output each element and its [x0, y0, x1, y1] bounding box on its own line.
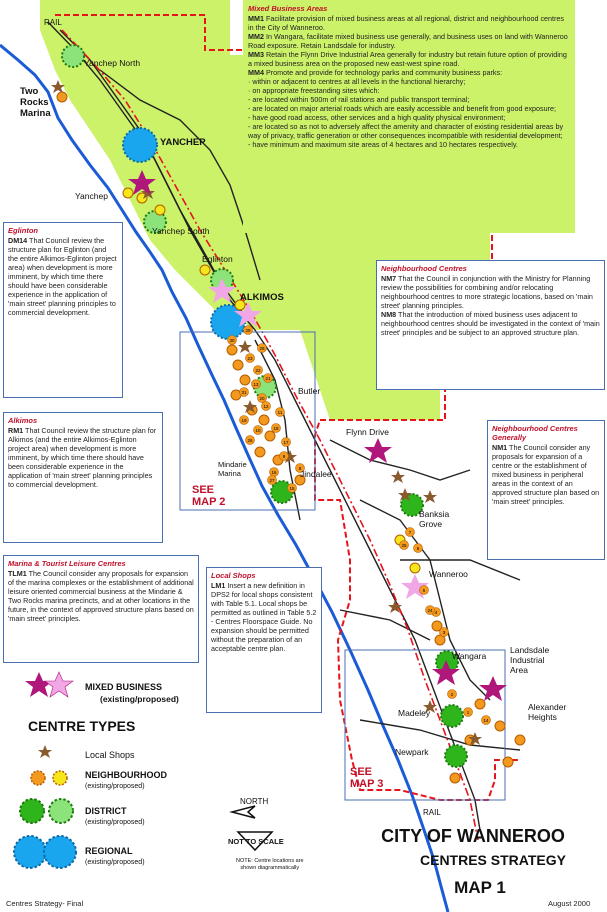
local-shop-number: [276, 408, 285, 417]
legend-mixed-label: MIXED BUSINESS: [85, 682, 163, 692]
label-flynn-drive: Flynn Drive: [346, 427, 389, 437]
svg-text:5: 5: [422, 588, 426, 593]
local-shop-number: [270, 468, 279, 477]
local-shops-box: [206, 567, 322, 713]
local-shop-number: [280, 452, 289, 461]
local-shop-number: [240, 416, 249, 425]
svg-text:1: 1: [466, 710, 470, 715]
neighbourhood-legend-icon: [28, 768, 72, 788]
alkimos-box: [3, 412, 163, 543]
map-subtitle: CENTRES STRATEGY: [420, 852, 566, 868]
svg-text:15: 15: [289, 486, 295, 491]
svg-text:27: 27: [269, 478, 275, 483]
local-shop-number: [258, 344, 267, 353]
eglinton-body: DM14 That Council review the structure plan for Eglinton (and the entire Alkimos-Eglinton project area) when development is more imminent, by which time there should have been considerable experience in the application of 'main street' planning principles to commercial development.: [8, 236, 117, 317]
label-wangara: Wangara: [452, 651, 487, 661]
local-shop-number: [246, 354, 255, 363]
svg-text:30: 30: [229, 338, 235, 343]
legend-regional-label: REGIONAL: [85, 846, 133, 856]
mm4-e: - have good road access, other services and a high quality physical environment;: [248, 113, 506, 122]
local-shop-number: [268, 476, 277, 485]
local-shop-number: [262, 402, 271, 411]
svg-text:29: 29: [245, 328, 251, 333]
label-rail-top: RAIL: [44, 18, 62, 27]
svg-text:9: 9: [282, 454, 286, 459]
svg-text:21: 21: [265, 376, 271, 381]
svg-text:14: 14: [483, 718, 489, 723]
svg-text:28: 28: [259, 346, 265, 351]
label-eglinton: Eglinton: [202, 254, 233, 264]
svg-text:8: 8: [298, 466, 302, 471]
svg-text:23: 23: [247, 356, 253, 361]
svg-text:7: 7: [408, 530, 412, 535]
local-shop-number: [244, 326, 253, 335]
svg-text:3: 3: [442, 630, 446, 635]
label-banksia: Banksia Grove: [419, 509, 450, 529]
label-yanchep: Yanchep: [75, 191, 108, 201]
mixed-business-box: [243, 0, 575, 233]
mm4: MM4 Promote and provide for technology parks and community business parks:: [248, 68, 503, 77]
svg-text:6: 6: [416, 546, 420, 551]
label-landsdale: Landsdale Industrial Area: [510, 645, 550, 675]
legend-local-label: Local Shops: [85, 750, 135, 760]
legend-regional-sub: (existing/proposed): [85, 859, 145, 866]
label-alkimos-big: ALKIMOS: [240, 292, 284, 303]
legend-district-label: DISTRICT: [85, 806, 127, 816]
svg-text:25: 25: [401, 543, 407, 548]
local-shop-number: [420, 586, 429, 595]
label-yanchep-north: Yanchep North: [84, 58, 141, 68]
local-shop-number: [282, 438, 291, 447]
eglinton-box: [3, 222, 123, 398]
local-shops-heading: Local Shops: [211, 571, 256, 580]
svg-text:2: 2: [450, 692, 454, 697]
legend-district-sub: (existing/proposed): [85, 819, 145, 826]
nm8: NM8 That the introduction of mixed business uses adjacent to neighbourhood centres should be investigated in the context of 'main street' principles and be subject to an approved structure plan.: [381, 310, 600, 337]
label-butler: Butler: [298, 386, 321, 396]
north-label: NORTH: [240, 797, 269, 806]
mm4-b: · on appropriate freestanding sites which:: [248, 86, 380, 95]
label-alexander: Alexander Heights: [528, 702, 567, 722]
nm7: NM7 That the Council in conjunction with the Ministry for Planning review the possibilities for combining and/or relocating neighbourhood centres to more strategic locations, based on 'main street' planning principles.: [381, 274, 593, 310]
local-shop-number: [440, 628, 449, 637]
label-madeley: Madeley: [398, 708, 431, 718]
local-shop-number: [228, 336, 237, 345]
map-number: MAP 1: [454, 878, 506, 897]
neighbourhood-general-box: [487, 420, 605, 560]
svg-text:22: 22: [255, 368, 261, 373]
legend-mixed-sub: (existing/proposed): [100, 694, 179, 704]
eglinton-heading: Eglinton: [8, 226, 38, 235]
svg-text:20: 20: [259, 396, 265, 401]
neighbourhood-heading: Neighbourhood Centres: [381, 264, 467, 273]
svg-text:13: 13: [253, 382, 259, 387]
local-shop-legend-icon: [36, 744, 54, 762]
local-shop-number: [254, 366, 263, 375]
label-newpark: Newpark: [395, 747, 429, 757]
nm1: NM1 The Council consider any proposals for expansion of a centre or the establishment of mixed business in peripheral areas in the context of an approved structure plan based on 'main street' principles.: [492, 443, 600, 506]
mm4-a: · within or adjacent to centres at all levels in the functional hierarchy;: [248, 77, 466, 86]
local-shop-number: [414, 544, 423, 553]
svg-text:26: 26: [247, 438, 253, 443]
local-shop-number: [258, 394, 267, 403]
mm3: MM3 Retain the Flynn Drive Industrial Area generally for industry but retain future option of providing a mixed business area on the proposed new east-west spine road.: [248, 50, 567, 68]
footer-right: August 2000: [548, 899, 591, 908]
diagram-note: NOTE: Centre locations are shown diagrammatically: [236, 858, 304, 871]
local-shop-number: [464, 708, 473, 717]
alkimos-heading: Alkimos: [8, 416, 38, 425]
label-two-rocks: Two Rocks Marina: [20, 86, 51, 119]
local-shop-number: [406, 528, 415, 537]
local-shop-number: [264, 374, 273, 383]
not-to-scale-label: NOT TO SCALE: [228, 837, 284, 846]
neighbourhood-box: [376, 260, 605, 390]
svg-text:18: 18: [273, 426, 279, 431]
local-shop-number: [240, 388, 249, 397]
label-mindarie: Mindarie Marina: [218, 460, 247, 478]
marina-box: [3, 555, 199, 663]
svg-text:17: 17: [283, 440, 289, 445]
mixed-business-legend-icon: [25, 670, 75, 702]
label-yanchep-big: YANCHEP: [160, 137, 206, 148]
mixed-business-heading: Mixed Business Areas: [248, 4, 328, 13]
mm2: MM2 In Wangara, facilitate mixed business use generally, and business uses on land with Wanneroo Road exposure. Retain Landsdale for industry.: [248, 32, 568, 50]
regional-legend-icon: [12, 832, 78, 872]
tlm1: TLM1 The Council consider any proposals for expansion of the marina complexes or the establishment of additional leisure oriented commercial business at the Mindarie & Two Rocks marina precincts, and at other locations in the future, in the context of approved structure plans based on 'main street' principles.: [8, 569, 194, 623]
legend-title: CENTRE TYPES: [28, 718, 136, 734]
see-map3-label: SEE MAP 3: [350, 766, 384, 790]
svg-text:12: 12: [263, 404, 269, 409]
see-map2-label: SEE MAP 2: [192, 484, 226, 508]
lm1: LM1 Insert a new definition in DPS2 for local shops consistent with Table 5.1. Local shops be permitted as outlined in Table 5.2 - Centres Floorspace Guide. No expansion should be permitted without the preparation of an acceptable centre plan.: [211, 581, 317, 653]
local-shop-number: [272, 424, 281, 433]
local-shop-number: [400, 541, 409, 550]
legend-neighbourhood-sub: (existing/proposed): [85, 783, 145, 790]
local-shop-number: [254, 426, 263, 435]
district-legend-icon: [18, 796, 76, 826]
mm1: MM1 Facilitate provision of mixed business areas at all regional, district and neighbourhood centres in the City of Wanneroo.: [248, 14, 565, 32]
footer-left: Centres Strategy- Final: [6, 899, 84, 908]
label-yanchep-south: Yanchep South: [152, 226, 210, 236]
marina-heading: Marina & Tourist Leisure Centres: [8, 559, 126, 568]
svg-text:19: 19: [241, 418, 247, 423]
alkimos-body: RM1 That Council review the structure plan for Alkimos (and the entire Alkimos-Eglinton project area) when development is more imminent, by which time there should have been considerable experience in the application of 'main street' planning principles to commercial development.: [8, 426, 157, 489]
label-wanneroo: Wanneroo: [429, 569, 468, 579]
map-title: CITY OF WANNEROO: [381, 826, 565, 846]
legend-neighbourhood-label: NEIGHBOURHOOD: [85, 770, 168, 780]
svg-text:16: 16: [271, 470, 277, 475]
local-shop-number: [252, 380, 261, 389]
label-jindalee: Jindalee: [300, 469, 332, 479]
label-rail-bottom: RAIL: [423, 808, 441, 817]
svg-text:4: 4: [434, 610, 438, 615]
svg-text:31: 31: [241, 390, 247, 395]
local-shop-number: [246, 436, 255, 445]
neighbourhood-general-heading: Neighbourhood Centres Generally: [492, 424, 578, 442]
svg-text:10: 10: [255, 428, 261, 433]
mm4-c: - are located within 500m of rail stations and public transport terminal;: [248, 95, 470, 104]
local-shop-number: [426, 606, 435, 615]
local-shop-number: [288, 484, 297, 493]
svg-text:11: 11: [277, 410, 283, 415]
local-shop-number: [448, 690, 457, 699]
mm4-f: - are located so as not to adversely affect the amenity and character of existing residential areas by way of privacy, traffic generation or other consequences incompatible with residential development;: [248, 122, 564, 140]
mm4-g: - have minimum and maximum site areas of 4 hectares and 10 hectares respectively.: [248, 140, 518, 149]
mm4-d: - are located on major arterial roads which are easily accessible and benefit from good exposure;: [248, 104, 557, 113]
local-shop-number: [482, 716, 491, 725]
svg-text:24: 24: [427, 608, 433, 613]
